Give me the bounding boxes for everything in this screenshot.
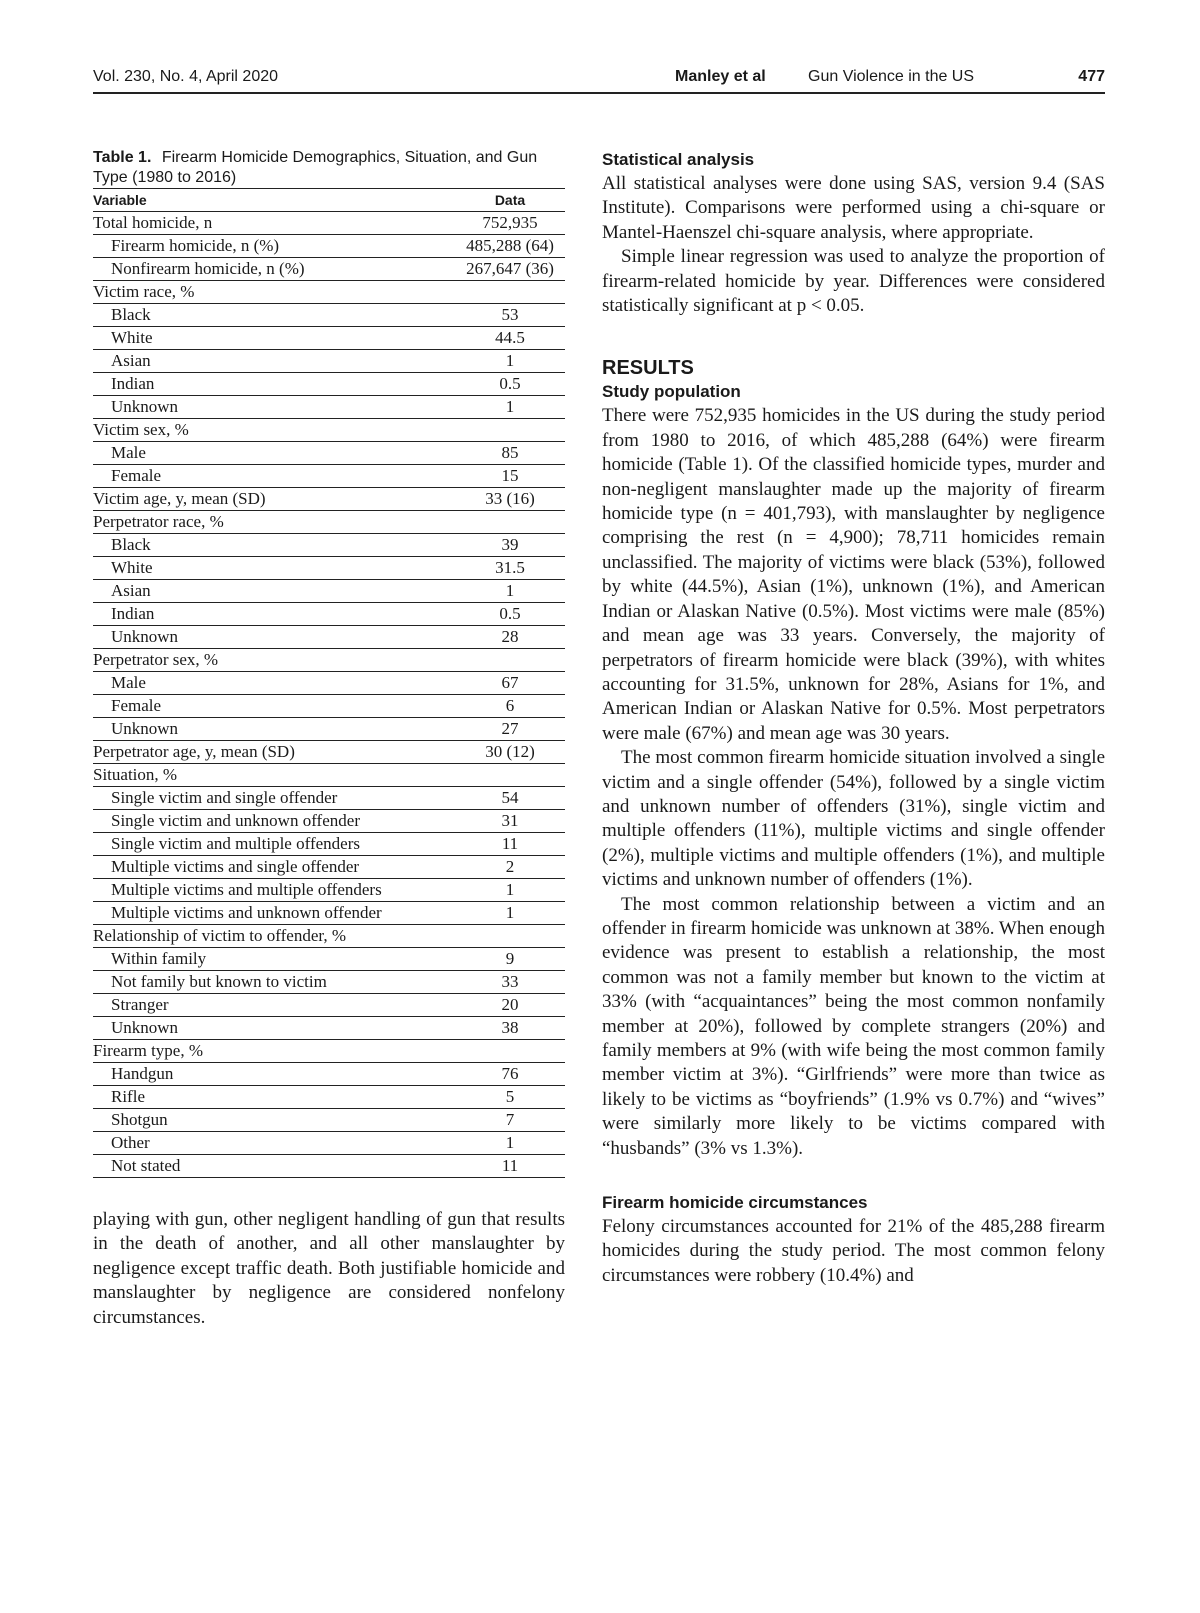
table-row [93,1063,565,1086]
table-cell-variable: Relationship of victim to offender, % [93,925,455,948]
table-body [93,212,565,1178]
table-cell-data: 28 [455,626,565,649]
table-cell-data: 0.5 [455,603,565,626]
table-cell-variable: Situation, % [93,764,455,787]
table-cell-data: 27 [455,718,565,741]
table-row [93,212,565,235]
table-cell-data [455,649,565,672]
table-cell-variable: Not family but known to victim [93,971,455,994]
table-cell-data: 53 [455,304,565,327]
table-cell-data: 11 [455,1155,565,1178]
table-row [93,1109,565,1132]
table-row [93,856,565,879]
table-caption [93,148,565,188]
table-row [93,488,565,511]
table-cell-variable: Asian [93,350,455,373]
column-header-variable: Variable [93,189,455,212]
table-row [93,741,565,764]
table-cell-variable: Within family [93,948,455,971]
table-cell-variable: Not stated [93,1155,455,1178]
study-population-heading: Study population [602,382,741,402]
table-cell-variable: Single victim and unknown offender [93,810,455,833]
table-row [93,833,565,856]
table-cell-variable: Multiple victims and unknown offender [93,902,455,925]
table-cell-data: 31.5 [455,557,565,580]
firearm-circumstances-heading: Firearm homicide circumstances [602,1193,868,1213]
table-cell-data: 31 [455,810,565,833]
table-row [93,672,565,695]
table-cell-variable: Perpetrator age, y, mean (SD) [93,741,455,764]
table-cell-variable: Handgun [93,1063,455,1086]
table-cell-variable: Multiple victims and multiple offenders [93,879,455,902]
table-row [93,948,565,971]
table-cell-data: 5 [455,1086,565,1109]
running-title: Gun Violence in the US [808,68,975,85]
table-cell-data: 7 [455,1109,565,1132]
study-population-paragraph-2: The most common firearm homicide situation involved a single victim and a single offender (54%), followed by a single victim and unknown number of offenders (31%), single victim and multiple offenders (11%), multiple victims and single offender (2%), multiple victims and multiple offenders (1%), and multiple victims and unknown number of offenders (1%). [602,747,1105,891]
table-row [93,258,565,281]
table-cell-data: 1 [455,580,565,603]
table-cell-variable: Male [93,442,455,465]
table-row [93,373,565,396]
table-row [93,442,565,465]
table-cell-variable: Male [93,672,455,695]
table-cell-data: 44.5 [455,327,565,350]
table-cell-data: 485,288 (64) [455,235,565,258]
table-cell-data [455,511,565,534]
table-row [93,534,565,557]
table-cell-data: 1 [455,1132,565,1155]
firearm-circumstances-paragraph-1: Felony circumstances accounted for 21% of the 485,288 firearm homicides during the study period. The most common felony circumstances were robbery (10.4%) and [602,1216,1105,1286]
table-cell-data: 39 [455,534,565,557]
table-cell-data: 0.5 [455,373,565,396]
demographics-table [93,188,565,1178]
table-row [93,764,565,787]
table-cell-data: 54 [455,787,565,810]
table-cell-data: 752,935 [455,212,565,235]
table-cell-variable: Stranger [93,994,455,1017]
table-cell-data: 67 [455,672,565,695]
table-cell-data: 1 [455,902,565,925]
table-cell-variable: Unknown [93,396,455,419]
table-cell-variable: Unknown [93,626,455,649]
table-cell-data: 30 (12) [455,741,565,764]
table-cell-variable: Victim race, % [93,281,455,304]
table-cell-data: 20 [455,994,565,1017]
right-column [602,148,1105,1288]
table-row [93,511,565,534]
column-header-data: Data [455,189,565,212]
table-cell-variable: Firearm type, % [93,1040,455,1063]
table-label: Table 1. [93,149,152,166]
table-row [93,350,565,373]
study-population-paragraph-3: The most common relationship between a victim and an offender in firearm homicide was unknown at 38%. When enough evidence was present to establish a relationship, the most common was not a family member but known to the victim at 33% (with “acquaintances” being the most common nonfamily member at 20%), followed by complete strangers (20%) and family members at 9% (with wife being the most common family member victim at 3%). “Girlfriends” were more than twice as likely to be victims as “boyfriends” (1.9% vs 0.7%) and “wives” were similarly more likely to be victims compared with “husbands” (3% vs 1.3%). [602,893,1105,1159]
table-cell-data: 1 [455,350,565,373]
table-cell-data [455,1040,565,1063]
table-row [93,925,565,948]
table-row [93,994,565,1017]
table-cell-variable: Victim age, y, mean (SD) [93,488,455,511]
table-title: Firearm Homicide Demographics, Situation, and Gun Type (1980 to 2016) [93,149,538,186]
table-cell-variable: Single victim and multiple offenders [93,833,455,856]
table-cell-variable: Single victim and single offender [93,787,455,810]
table-cell-data: 33 [455,971,565,994]
table-header-row [93,189,565,212]
table-cell-variable: Total homicide, n [93,212,455,235]
table-cell-data: 38 [455,1017,565,1040]
table-cell-variable: Black [93,304,455,327]
table-row [93,695,565,718]
statistical-analysis-paragraph-2: Simple linear regression was used to analyze the proportion of firearm-related homicide by year. Differences were considered statistically significant at p < 0.05. [602,246,1105,317]
table-cell-data: 76 [455,1063,565,1086]
table-row [93,281,565,304]
table-row [93,235,565,258]
table-row [93,902,565,925]
table-row [93,626,565,649]
table-cell-variable: Other [93,1132,455,1155]
table-row [93,1040,565,1063]
table-row [93,971,565,994]
table-cell-variable: Unknown [93,718,455,741]
table-row [93,396,565,419]
table-cell-data [455,419,565,442]
table-cell-data [455,925,565,948]
table-row [93,810,565,833]
table-row [93,304,565,327]
table-cell-variable: Victim sex, % [93,419,455,442]
table-cell-data: 9 [455,948,565,971]
table-row [93,1017,565,1040]
table-cell-variable: Rifle [93,1086,455,1109]
table-cell-variable: Indian [93,603,455,626]
table-cell-data: 85 [455,442,565,465]
table-cell-data: 15 [455,465,565,488]
table-row [93,1155,565,1178]
table-cell-variable: Perpetrator race, % [93,511,455,534]
table-row [93,327,565,350]
table-cell-data [455,281,565,304]
table-cell-variable: Asian [93,580,455,603]
results-heading: RESULTS [602,357,694,380]
table-row [93,419,565,442]
table-cell-data: 1 [455,396,565,419]
page-number: 477 [1078,68,1105,85]
page-header [93,66,1105,94]
left-column [93,148,565,1330]
table-cell-variable: Perpetrator sex, % [93,649,455,672]
table-row [93,879,565,902]
table-cell-variable: Shotgun [93,1109,455,1132]
table-cell-variable: White [93,327,455,350]
table-cell-data: 267,647 (36) [455,258,565,281]
journal-issue: Vol. 230, No. 4, April 2020 [93,68,279,85]
table-cell-variable: Female [93,465,455,488]
table-row [93,1132,565,1155]
table-row [93,580,565,603]
table-row [93,465,565,488]
table-cell-variable: Nonfirearm homicide, n (%) [93,258,455,281]
table-cell-variable: Multiple victims and single offender [93,856,455,879]
statistical-analysis-paragraph-1: All statistical analyses were done using SAS, version 9.4 (SAS Institute). Comparisons were performed using a chi-square or Mantel-Haenszel chi-square analysis, where appropriate. [602,173,1105,243]
table-cell-variable: Black [93,534,455,557]
table-cell-data: 11 [455,833,565,856]
table-row [93,718,565,741]
running-authors: Manley et al [675,68,766,85]
table-row [93,557,565,580]
table-cell-variable: Female [93,695,455,718]
table-cell-variable: Indian [93,373,455,396]
table-cell-variable: Unknown [93,1017,455,1040]
table-cell-data [455,764,565,787]
table-cell-variable: Firearm homicide, n (%) [93,235,455,258]
table-cell-data: 6 [455,695,565,718]
left-paragraph: playing with gun, other negligent handling of gun that results in the death of another, and all other manslaughter by negligence except traffic death. Both justifiable homicide and manslaughter by negligence are considered nonfelony circumstances. [93,1209,565,1328]
table-row [93,649,565,672]
table-cell-variable: White [93,557,455,580]
table-cell-data: 1 [455,879,565,902]
table-row [93,787,565,810]
statistical-analysis-heading: Statistical analysis [602,150,755,169]
study-population-paragraph-1: There were 752,935 homicides in the US during the study period from 1980 to 2016, of which 485,288 (64%) were firearm homicide (Table 1). Of the classified homicide types, murder and non-negligent manslaughter made up the majority of firearm homicide type (n = 401,793), with manslaughter by negligence comprising the rest (n = 4,900); 78,711 homicides remain unclassified. The majority of victims were black (53%), followed by white (44.5%), Asian (1%), unknown (1%), and American Indian or Alaskan Native (0.5%). Most victims were male (85%) and mean age was 33 years. Conversely, the majority of perpetrators of firearm homicide were black (39%), with whites accounting for 31.5%, unknown for 28%, Asians for 1%, and American Indian or Alaskan Native for 0.5%. Most perpetrators were male (67%) and mean age was 30 years. [602,405,1105,744]
table-row [93,603,565,626]
table-cell-data: 33 (16) [455,488,565,511]
table-row [93,1086,565,1109]
table-cell-data: 2 [455,856,565,879]
